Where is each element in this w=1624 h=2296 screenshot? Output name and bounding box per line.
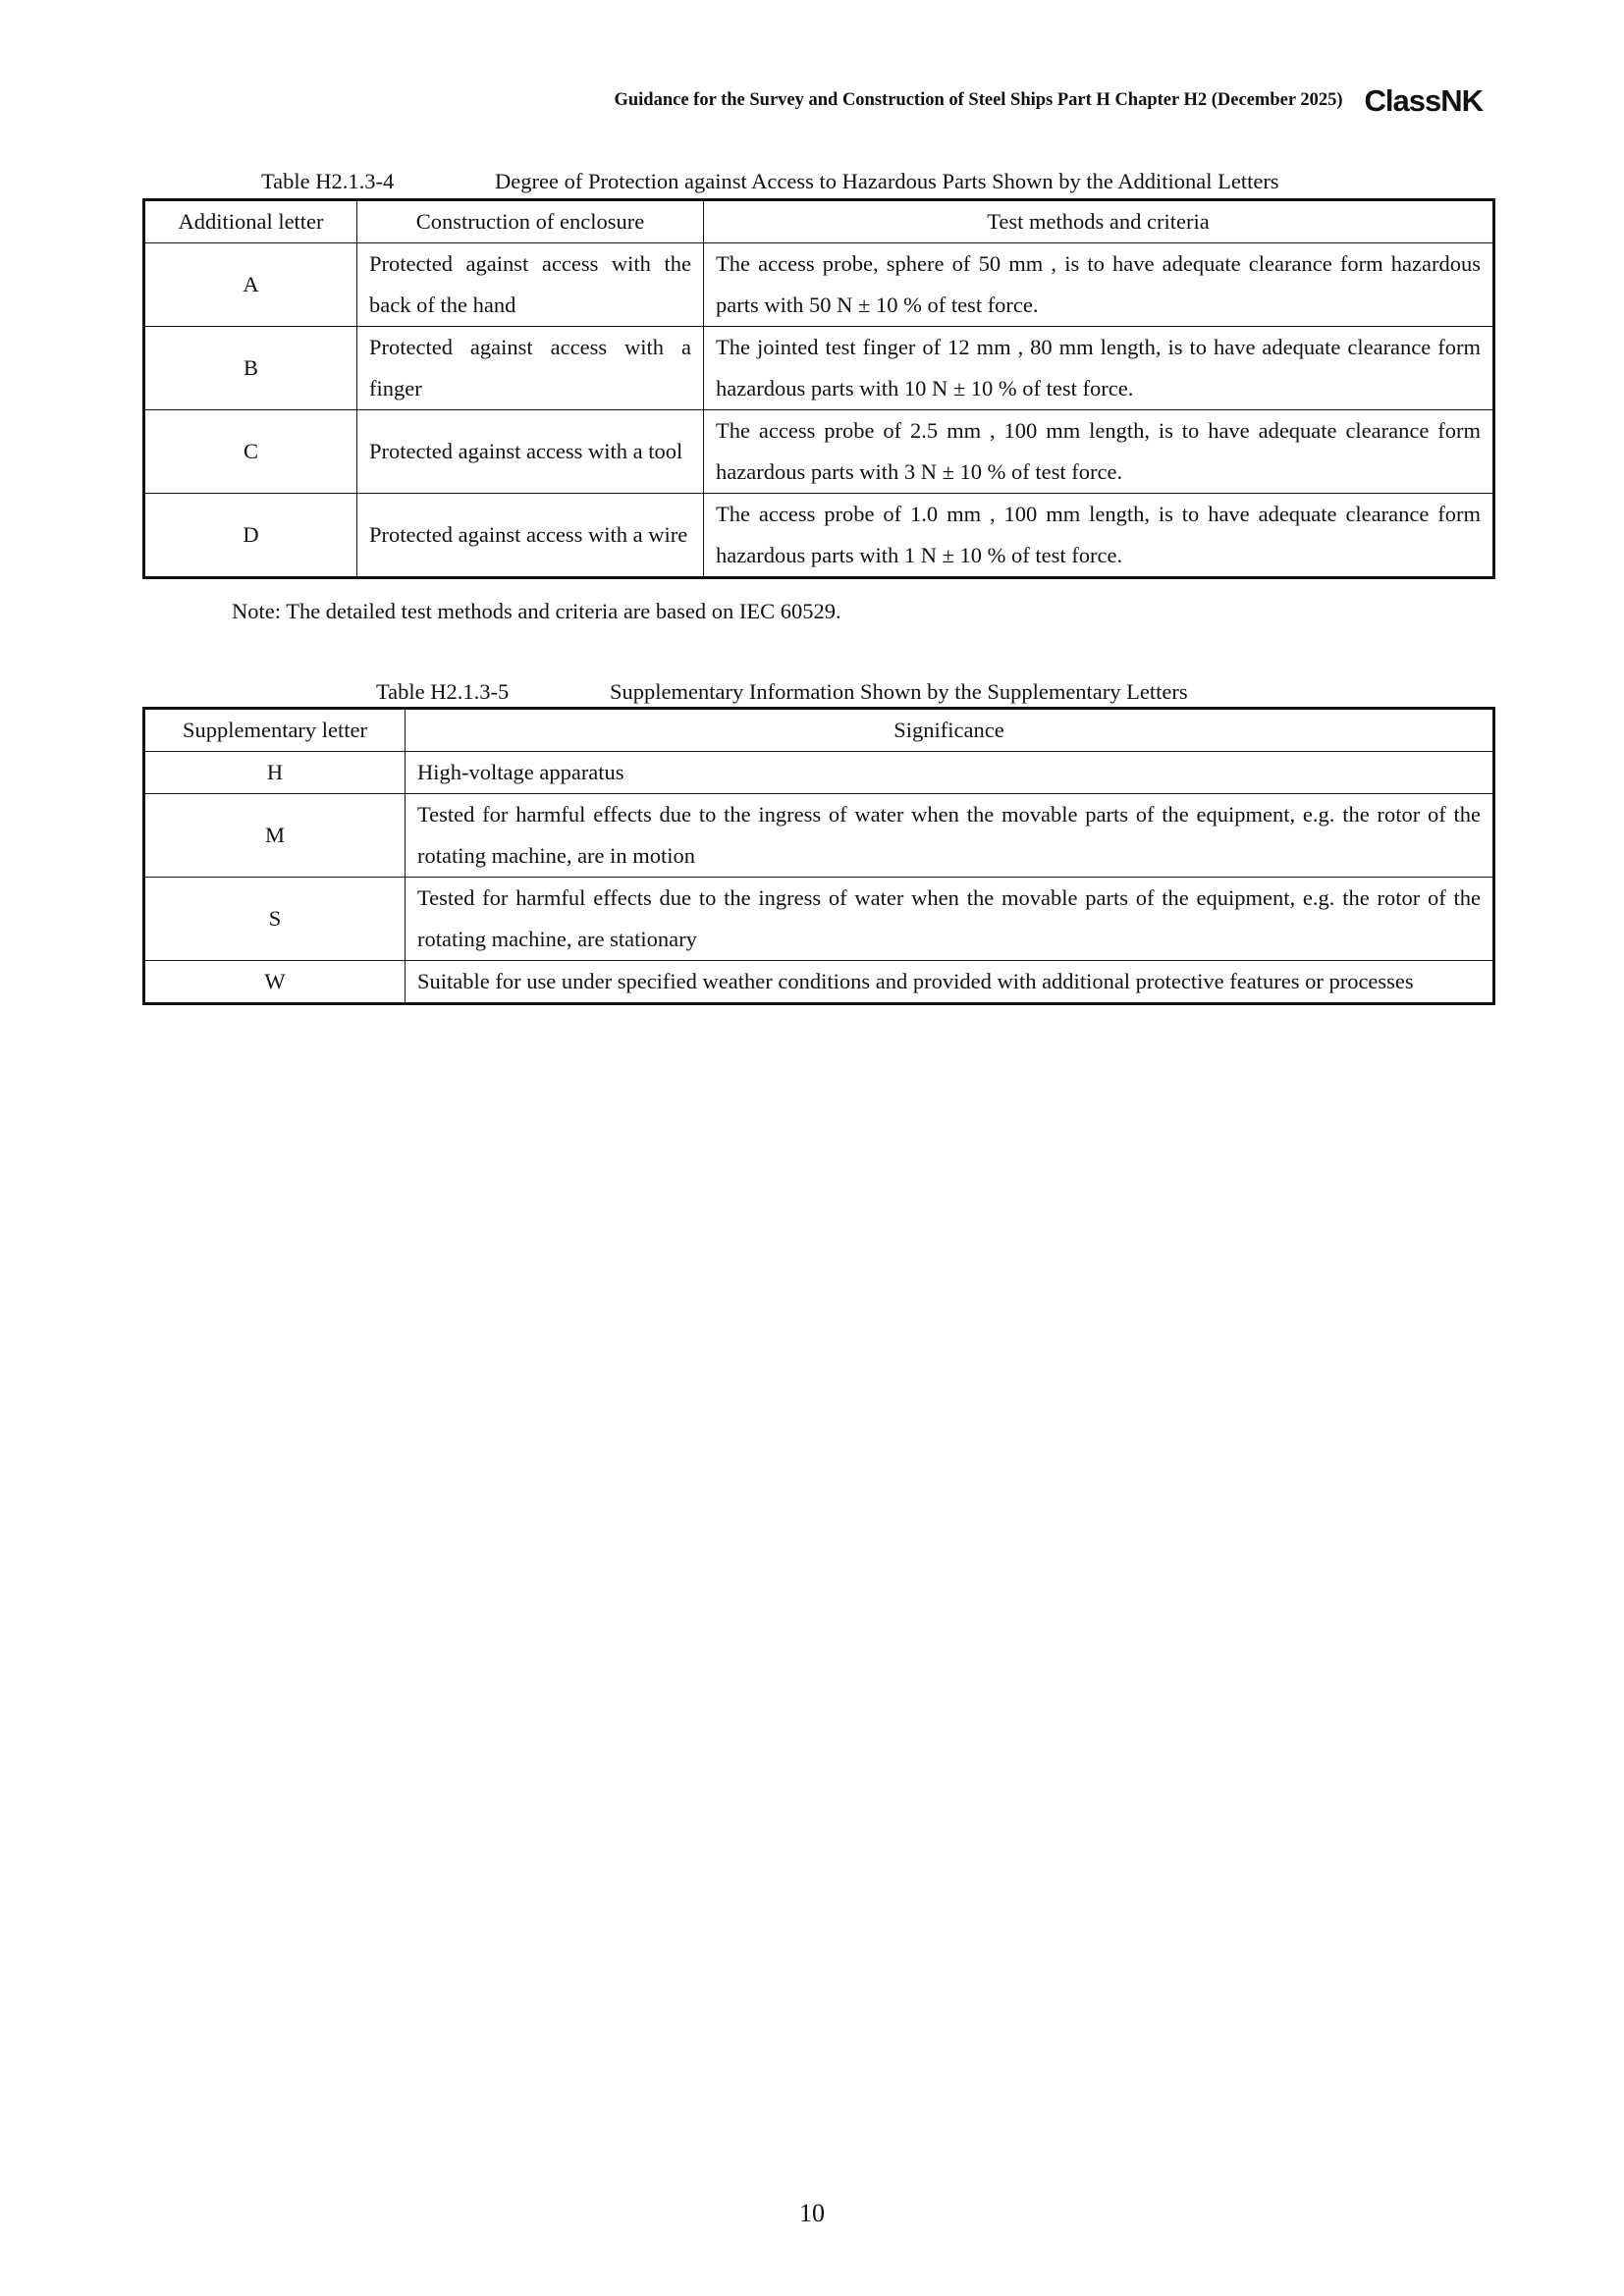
letter-cell: M [144, 794, 406, 878]
letter-cell: B [144, 327, 357, 410]
table4-col-header: Test methods and criteria [704, 200, 1494, 243]
table4-title: Degree of Protection against Access to Hazardous Parts Shown by the Additional Letters [495, 169, 1279, 193]
construction-cell: Protected against access with a wire [357, 494, 704, 578]
table5-col-header: Significance [406, 709, 1494, 752]
criteria-cell: The access probe, sphere of 50 mm , is to have adequate clearance form hazardous parts with 50 N ± 10 % of test force. [704, 243, 1494, 327]
table-row [144, 752, 1494, 794]
letter-cell: A [144, 243, 357, 327]
table4-note: Note: The detailed test methods and criteria are based on IEC 60529. [232, 599, 841, 623]
criteria-cell: The access probe of 2.5 mm , 100 mm length, is to have adequate clearance form hazardous parts with 3 N ± 10 % of test force. [704, 410, 1494, 494]
letter-cell: D [144, 494, 357, 578]
table4-col-header: Construction of enclosure [357, 200, 704, 243]
construction-cell: Protected against access with a tool [357, 410, 704, 494]
table4 [142, 198, 1495, 579]
criteria-cell: The access probe of 1.0 mm , 100 mm length, is to have adequate clearance form hazardous parts with 1 N ± 10 % of test force. [704, 494, 1494, 578]
significance-cell: Suitable for use under specified weather conditions and provided with additional protective features or processes [406, 961, 1494, 1004]
classnk-logo: ClassNK [1364, 82, 1483, 118]
construction-cell: Protected against access with a finger [357, 327, 704, 410]
construction-cell: Protected against access with the back of the hand [357, 243, 704, 327]
table5-number: Table H2.1.3-5 [376, 679, 510, 704]
table-row [144, 410, 1494, 494]
table4-col-header: Additional letter [144, 200, 357, 243]
significance-cell: Tested for harmful effects due to the ingress of water when the movable parts of the equipment, e.g. the rotor of the rotating machine, are stationary [406, 878, 1494, 961]
letter-cell: C [144, 410, 357, 494]
letter-cell: S [144, 878, 406, 961]
table-row [144, 878, 1494, 961]
significance-cell: Tested for harmful effects due to the ingress of water when the movable parts of the equipment, e.g. the rotor of the rotating machine, are in motion [406, 794, 1494, 878]
table5-col-header: Supplementary letter [144, 709, 406, 752]
table-row [144, 243, 1494, 327]
running-title: Guidance for the Survey and Construction of Steel Ships Part H Chapter H2 (December 2025) [614, 89, 1343, 110]
significance-cell: High-voltage apparatus [406, 752, 1494, 794]
table4-header-row [144, 200, 1494, 243]
page-number: 10 [799, 2199, 825, 2227]
criteria-cell: The jointed test finger of 12 mm , 80 mm length, is to have adequate clearance form hazardous parts with 10 N ± 10 % of test force. [704, 327, 1494, 410]
table5-header-row [144, 709, 1494, 752]
table4-number: Table H2.1.3-4 [261, 169, 395, 193]
table5-caption [376, 679, 1188, 705]
table-row [144, 961, 1494, 1004]
letter-cell: W [144, 961, 406, 1004]
table5 [142, 707, 1495, 1005]
table5-title: Supplementary Information Shown by the Supplementary Letters [610, 679, 1188, 704]
table4-caption [261, 169, 1279, 194]
letter-cell: H [144, 752, 406, 794]
table-row [144, 327, 1494, 410]
running-header [511, 79, 1483, 122]
table-row [144, 494, 1494, 578]
table-row [144, 794, 1494, 878]
